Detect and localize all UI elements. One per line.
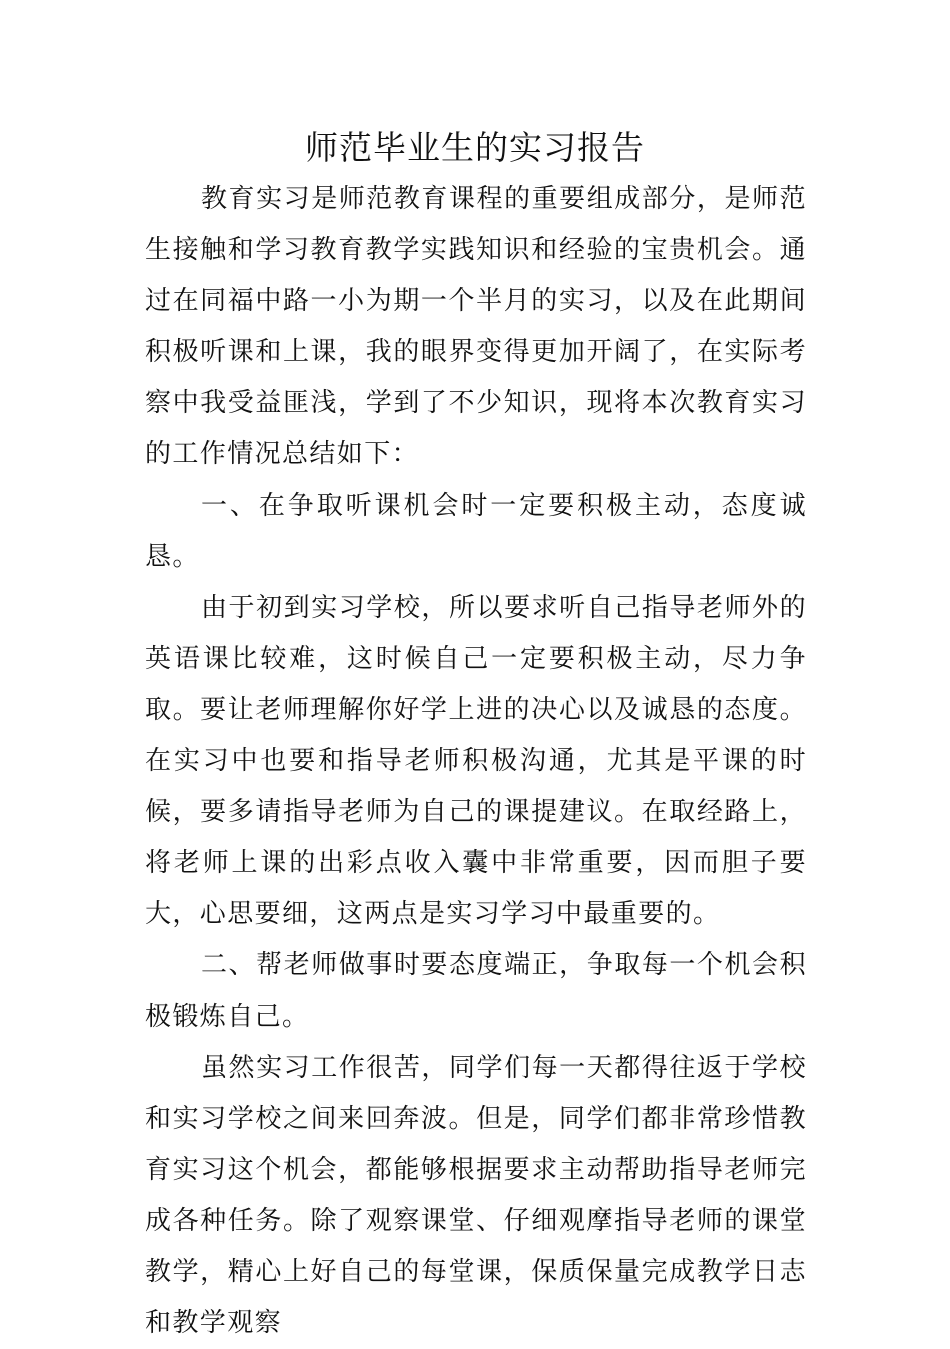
paragraph-heading-one: 一、在争取听课机会时一定要积极主动，态度诚恳。 [145,490,807,572]
paragraph-intro: 教育实习是师范教育课程的重要组成部分，是师范生接触和学习教育教学实践知识和经验的宝贵机会。通过在同福中路一小为期一个半月的实习，以及在此期间积极听课和上课，我的眼界变得更加开阔了，在实际考察中我受益匪浅，学到了不少知识，现将本次教育实习的工作情况总结如下： [145,184,807,470]
paragraph-hard-work: 虽然实习工作很苦，同学们每一天都得往返于学校和实习学校之间来回奔波。但是，同学们都非常珍惜教育实习这个机会，都能够根据要求主动帮助指导老师完成各种任务。除了观察课堂、仔细观摩指导老师的课堂教学，精心上好自己的每堂课，保质保量完成教学日志和教学观察 [145,1052,807,1339]
paragraph-heading-two: 二、帮老师做事时要态度端正，争取每一个机会积极锻炼自己。 [145,950,807,1032]
paragraph-listening: 由于初到实习学校，所以要求听自己指导老师外的英语课比较难，这时候自己一定要积极主动，尽力争取。要让老师理解你好学上进的决心以及诚恳的态度。在实习中也要和指导老师积极沟通，尤其是平课的时候，要多请指导老师为自己的课提建议。在取经路上，将老师上课的出彩点收入囊中非常重要，因而胆子要大，心思要细，这两点是实习学习中最重要的。 [145,592,807,930]
document-body [145,174,807,1349]
document-title: 师范毕业生的实习报告 [305,128,645,167]
